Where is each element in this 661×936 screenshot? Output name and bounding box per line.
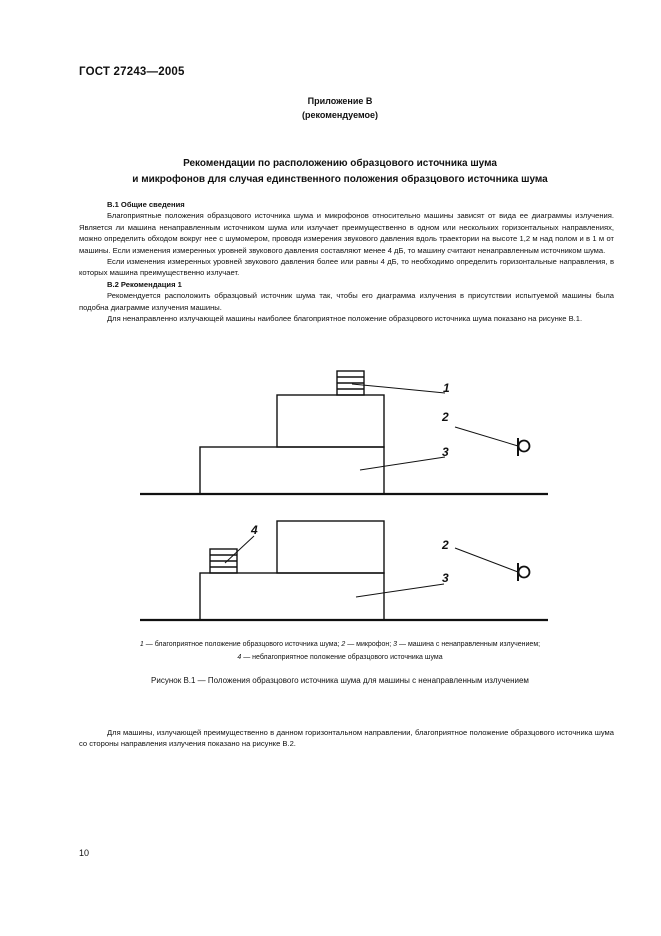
figure-legend — [60, 638, 620, 664]
appendix-note: (рекомендуемое) — [302, 110, 378, 120]
b1-paragraph-2: Если изменения измеренных уровней звукового давления более или равны 4 дБ, то необходимо определить горизонтальные направления, в которых машина преимущественно излучает. — [79, 257, 614, 278]
figure-label-3-top: 3 — [442, 445, 449, 459]
b2-heading: В.2 Рекомендация 1 — [107, 279, 182, 289]
b1-heading: В.1 Общие сведения — [107, 200, 185, 209]
closing-text — [79, 727, 614, 750]
leader-1-top — [352, 384, 445, 393]
legend-text-1: — благоприятное положение образцового источника шума; — [143, 641, 342, 648]
figure-caption: Рисунок В.1 — Положения образцового источника шума для машины с ненаправленным излучением — [151, 676, 529, 685]
section-title-line1: Рекомендации по расположению образцового источника шума — [183, 158, 497, 169]
b1-paragraph-1: Благоприятные положения образцового источника шума и микрофонов относительно машины зависят от вида ее диаграммы излучения. Является ли машина ненаправленным источником шума или излучает преимущественно в одном или нескольких горизонтальных направлениях, можно определить обходом вокруг нее с шумомером, проводя измерения звукового давления вдоль траектории на высоте 1,2 м над полом и в 1 м от машины. Если изменения измеренных уровней звукового давления составляют менее 4 дБ, то машину считают ненаправленным источником шума. — [79, 211, 614, 255]
leader-2-top — [455, 427, 518, 446]
noise-source-unfavorable — [210, 549, 237, 573]
machine-lower-block-top — [200, 447, 384, 494]
b2-paragraph-1: Рекомендуется расположить образцовый источник шума так, чтобы его диаграмма излучения в присутствии испытуемой машины была подобна диаграмме излучения машины. — [79, 291, 614, 312]
legend-key-1: 1 — [139, 641, 144, 648]
appendix-title: Приложение В — [307, 96, 373, 106]
leader-2-bottom — [455, 548, 518, 572]
legend-key-4: 4 — [237, 654, 242, 661]
leader-3-bottom — [356, 584, 444, 597]
microphone-bottom — [518, 563, 530, 581]
leader-3-top — [360, 457, 445, 470]
section-title-line2: и микрофонов для случая единственного положения образцового источника шума — [132, 174, 548, 185]
figure-label-2-bottom: 2 — [442, 538, 449, 552]
legend-text-4: — неблагоприятное положение образцового источника шума — [241, 654, 443, 661]
closing-paragraph: Для машины, излучающей преимущественно в данном горизонтальном направлении, благоприятное положение образцового источника шума со стороны направления излучения показано на рисунке В.2. — [79, 728, 614, 749]
legend-line-2 — [60, 651, 620, 664]
microphone-top — [518, 438, 530, 456]
noise-source-favorable — [337, 371, 364, 395]
figure-label-2-top: 2 — [442, 410, 449, 424]
document-code: ГОСТ 27243—2005 — [79, 66, 185, 78]
machine-upper-block-bottom — [277, 521, 384, 573]
page-number: 10 — [79, 848, 90, 858]
figure-label-1-top: 1 — [443, 381, 450, 395]
legend-key-3: 3 — [393, 641, 398, 648]
figure-label-4-bottom: 4 — [251, 523, 258, 537]
legend-line-1 — [60, 638, 620, 651]
legend-text-2: — микрофон; — [345, 641, 394, 648]
legend-key-2: 2 — [341, 641, 346, 648]
legend-text-3: — машина с ненаправленным излучением; — [397, 641, 541, 648]
figure-label-3-bottom: 3 — [442, 571, 449, 585]
machine-upper-block-top — [277, 395, 384, 447]
b2-paragraph-2: Для ненаправленно излучающей машины наиболее благоприятное положение образцового источника шума показано на рисунке В.1. — [107, 314, 583, 324]
